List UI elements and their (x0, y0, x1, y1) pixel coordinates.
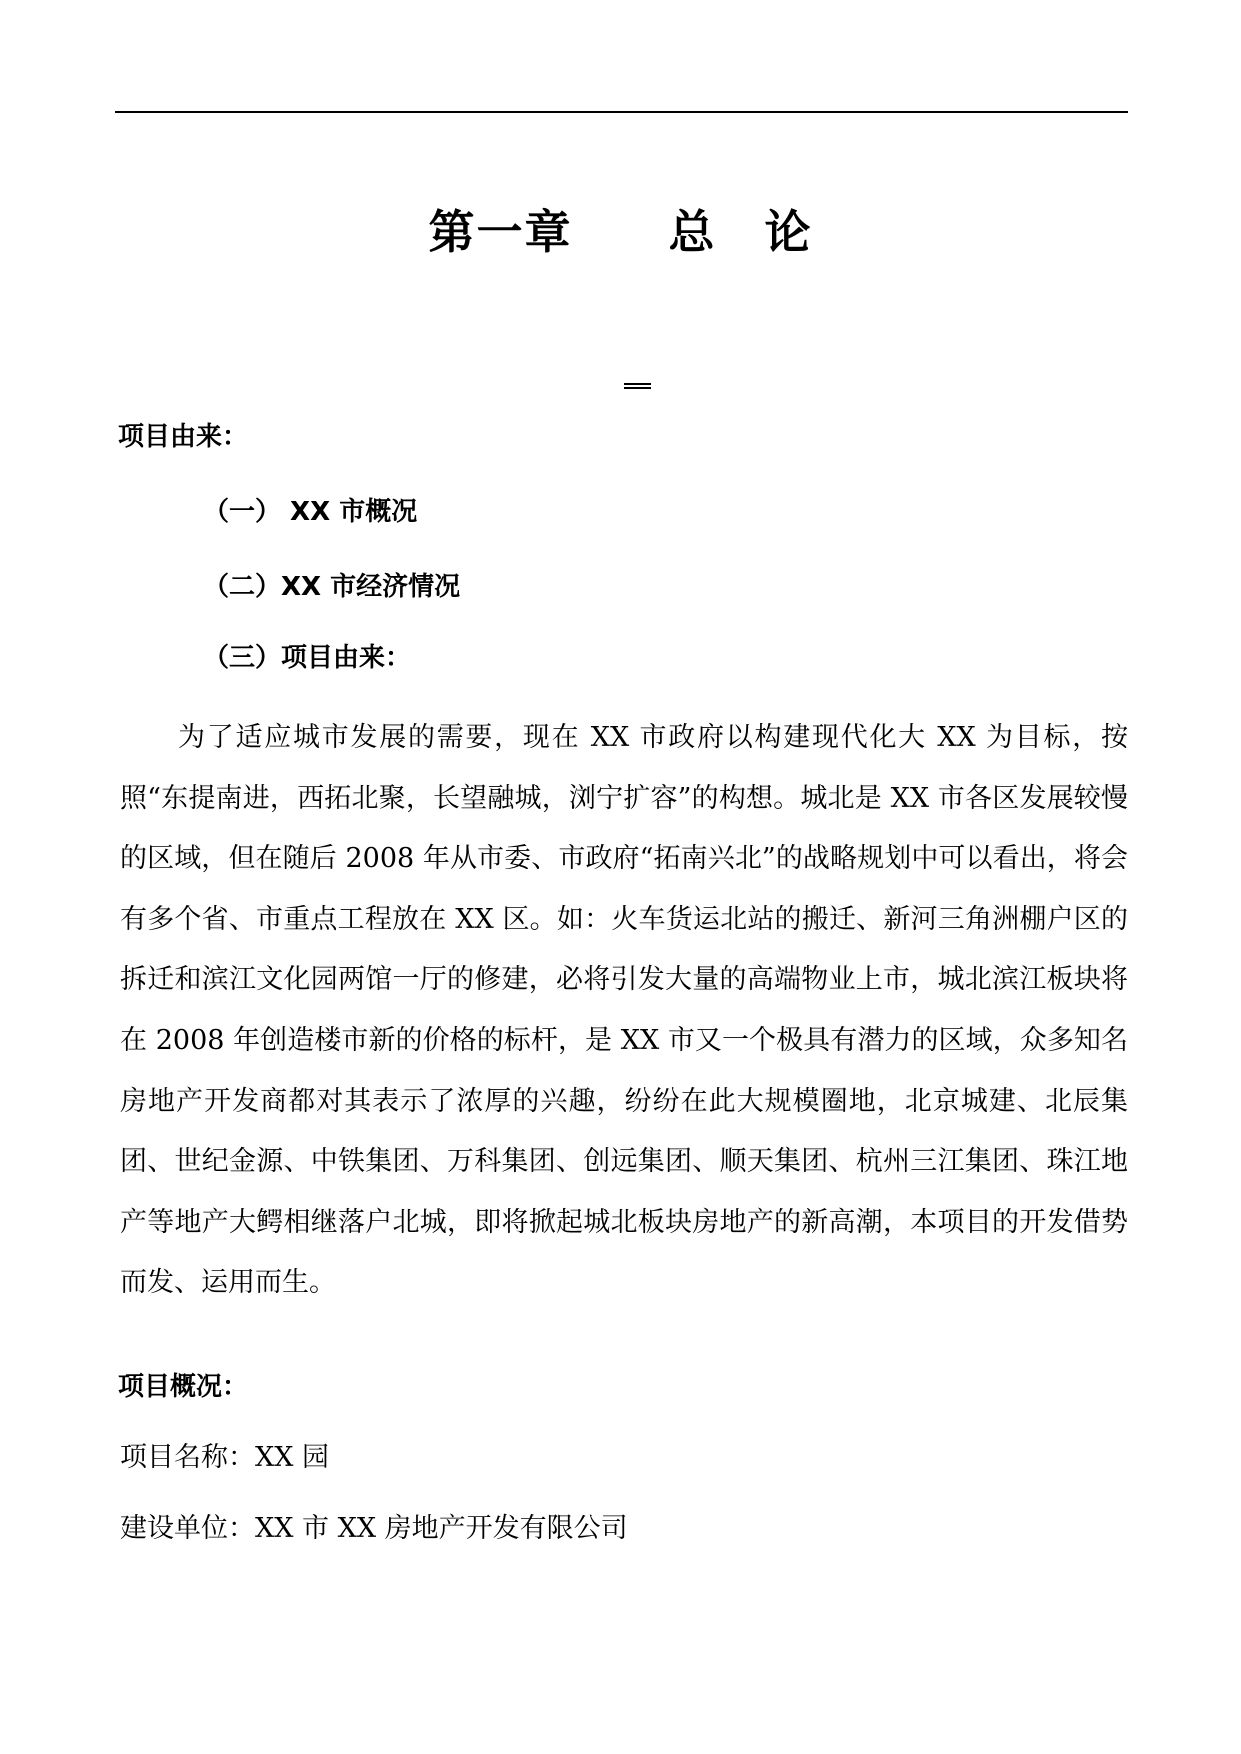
subheading-city-overview: （一） XX 市概况 (203, 497, 418, 527)
subheading-project-origin: （三）项目由来： (203, 643, 412, 673)
developer-line: 建设单位：XX 市 XX 房地产开发有限公司 (120, 1513, 628, 1544)
header-rule (115, 111, 1128, 113)
chapter-title: 第一章 总 论 (428, 205, 813, 259)
project-name-line: 项目名称：XX 园 (120, 1442, 330, 1473)
heading-project-overview: 项目概况： (118, 1372, 249, 1402)
project-origin-paragraph: 为了适应城市发展的需要，现在 XX 市政府以构建现代化大 XX 为目标，按照“东提南进，西拓北聚，长望融城，浏宁扩容”的构想。城北是 XX 市各区发展较慢的区域，但在随后 2008 年从市委、市政府“拓南兴北”的战略规划中可以看出，将会有多个省、市重点工程放在 XX 区。如：火车货运北站的搬迁、新河三角洲棚户区的拆迁和滨江文化园两馆一厅的修建，必将引发大量的高端物业上市，城北滨江板块将在 2008 年创造楼市新的价格的标杆，是 XX 市又一个极具有潜力的区域，众多知名房地产开发商都对其表示了浓厚的兴趣，纷纷在此大规模圈地，北京城建、北辰集团、世纪金源、中铁集团、万科集团、创远集团、顺天集团、杭州三江集团、珠江地产等地产大鳄相继落户北城，即将掀起城北板块房地产的新高潮，本项目的开发借势而发、运用而生。 (120, 722, 1128, 1299)
heading-project-origin: 项目由来： (118, 422, 249, 452)
section-mark (624, 383, 651, 389)
subheading-city-economy: （二）XX 市经济情况 (203, 572, 461, 602)
